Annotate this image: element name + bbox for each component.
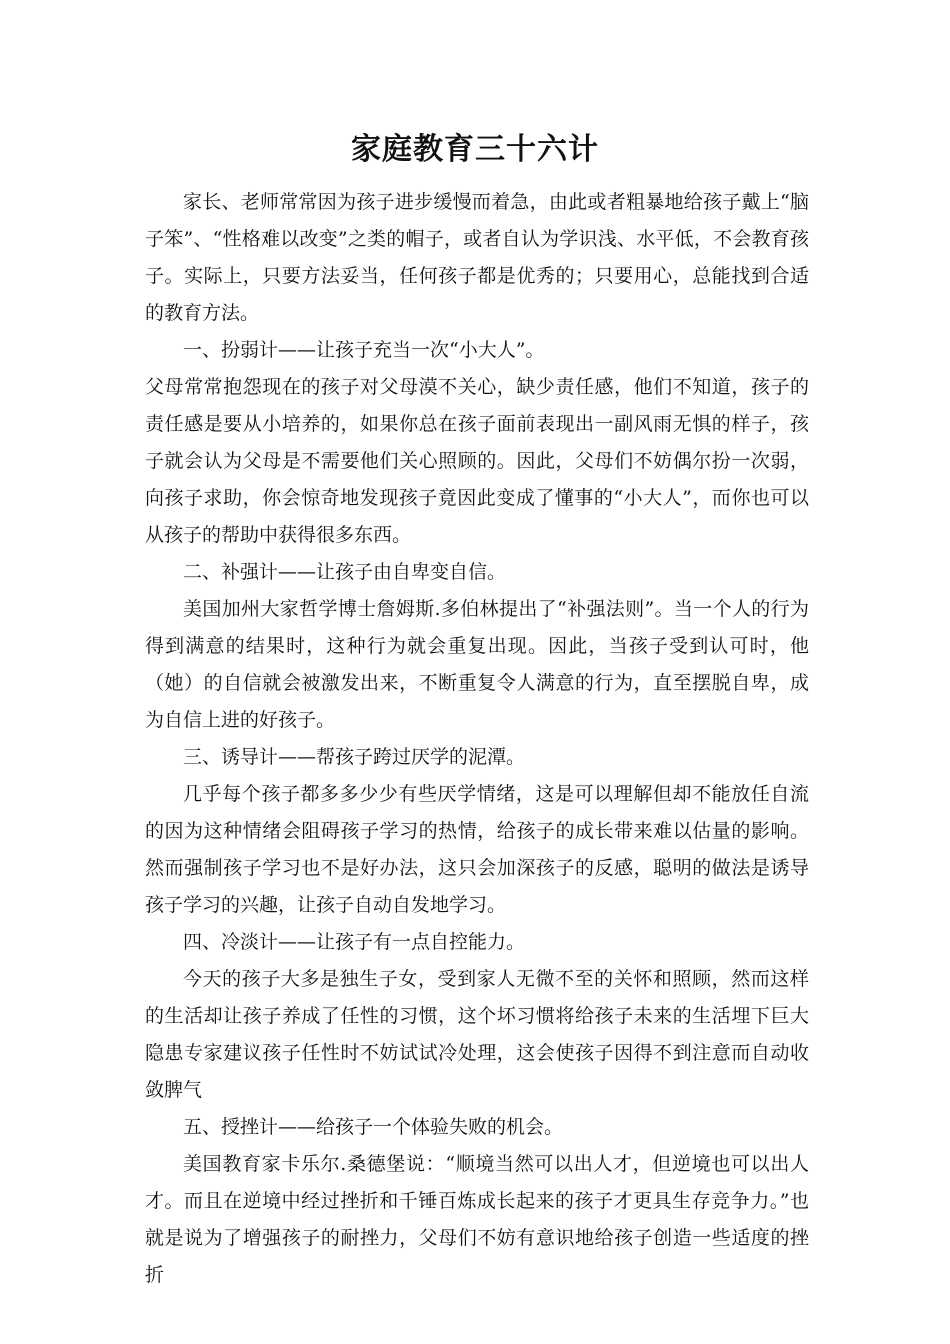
- heading-strategy-4: 四、冷淡计——让孩子有一点自控能力。: [183, 931, 526, 953]
- paragraph-strategy-1: 父母常常抱怨现在的孩子对父母漠不关心，缺少责任感，他们不知道，孩子的责任感是要从小培养的，如果你总在孩子面前表现出一副风雨无惧的样子，孩子就会认为父母是不需要他们关心照顾的。因此，父母们不妨偶尔扮一次弱，向孩子求助，你会惊奇地发现孩子竟因此变成了懂事的“小大人”，而你也可以从孩子的帮助中获得很多东西。: [145, 376, 809, 546]
- heading-strategy-5: 五、授挫计——给孩子一个体验失败的机会。: [183, 1116, 564, 1138]
- heading-strategy-2: 二、补强计——让孩子由自卑变自信。: [183, 561, 507, 583]
- paragraph-strategy-5: 美国教育家卡乐尔.桑德堡说：“顺境当然可以出人才，但逆境也可以出人才。而且在逆境中经过挫折和千锤百炼成长起来的孩子才更具生存竞争力。”也就是说为了增强孩子的耐挫力，父母们不妨有意识地给孩子创造一些适度的挫折: [145, 1153, 809, 1286]
- document-body: [145, 184, 809, 1294]
- document-title: 家庭教育三十六计: [351, 132, 599, 167]
- paragraph-strategy-4: 今天的孩子大多是独生子女，受到家人无微不至的关怀和照顾，然而这样的生活却让孩子养成了任性的习惯，这个坏习惯将给孩子未来的生活埋下巨大隐患专家建议孩子任性时不妨试试冷处理，这会使孩子因得不到注意而自动收敛脾气: [145, 968, 809, 1101]
- paragraph-strategy-3: 几乎每个孩子都多多少少有些厌学情绪，这是可以理解但却不能放任自流的因为这种情绪会阻碍孩子学习的热情，给孩子的成长带来难以估量的影响。然而强制孩子学习也不是好办法，这只会加深孩子的反感，聪明的做法是诱导孩子学习的兴趣，让孩子自动自发地学习。: [145, 783, 809, 916]
- heading-strategy-1: 一、扮弱计——让孩子充当一次“小大人”。: [183, 339, 545, 361]
- paragraph-intro: 家长、老师常常因为孩子进步缓慢而着急，由此或者粗暴地给孩子戴上“脑子笨”、“性格难以改变”之类的帽子，或者自认为学识浅、水平低，不会教育孩子。实际上，只要方法妥当，任何孩子都是优秀的；只要用心，总能找到合适的教育方法。: [145, 191, 809, 324]
- heading-strategy-3: 三、诱导计——帮孩子跨过厌学的泥潭。: [183, 746, 526, 768]
- paragraph-strategy-2: 美国加州大家哲学博士詹姆斯.多伯林提出了“补强法则”。当一个人的行为得到满意的结果时，这种行为就会重复出现。因此，当孩子受到认可时，他（她）的自信就会被激发出来，不断重复令人满意的行为，直至摆脱自卑，成为自信上进的好孩子。: [145, 598, 809, 731]
